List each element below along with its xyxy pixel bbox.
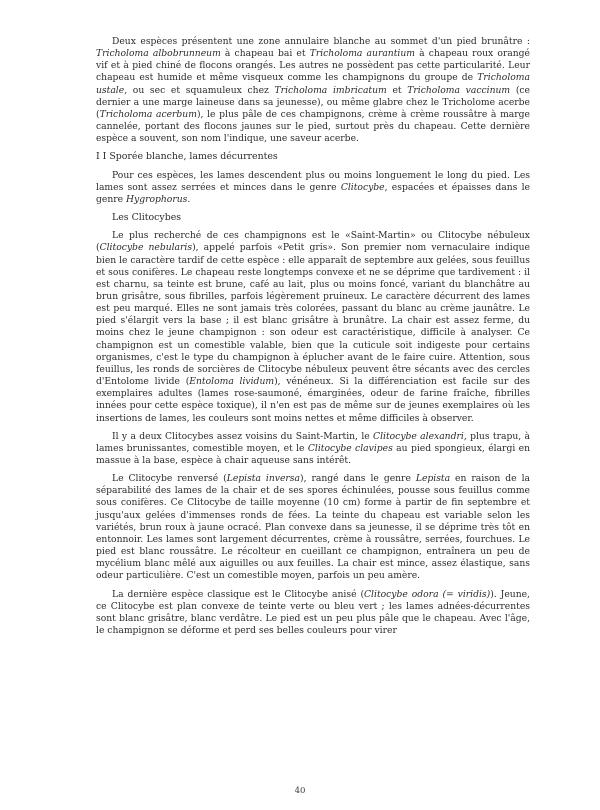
page-number: 40 — [294, 786, 306, 796]
paragraph — [96, 170, 530, 206]
species-name: Tricholoma albobrunneum — [96, 48, 221, 60]
text-run: au pied spongieux, élargi en massue à la base, espèce à chair aqueuse sans intérêt. — [96, 442, 531, 466]
text-run: Le plus recherché de ces champignons est le «Saint-Martin» ou Clitocybe nébuleux ( — [96, 230, 530, 254]
text-run: à chapeau bai et — [220, 48, 310, 60]
species-name: Clitocybe — [340, 181, 385, 193]
paragraph — [96, 36, 530, 145]
text-run: , ou sec et squamuleux chez — [124, 84, 275, 96]
species-name: Clitocybe nebularis — [99, 242, 193, 254]
text-run: , espacées et épaisses dans le genre — [96, 181, 530, 205]
species-name: Hygrophorus — [126, 193, 188, 205]
species-name: Tricholoma aurantium — [309, 48, 415, 60]
section-heading — [96, 212, 530, 224]
text-run: , plus trapu, à lames brunissantes, comestible moyen, et le — [96, 430, 530, 454]
species-name: Tricholoma acerbum — [99, 108, 197, 120]
text-run: Pour ces espèces, les lames descendent plus ou moins longuement le long du pied. Les lames sont assez serrées et minces dans le genre — [96, 169, 530, 193]
text-run: en raison de la séparabilité des lames de la chair et de ses spores échinulées, pousse sous feuillus comme sous conifères. Ce Clitocybe de taille moyenne (10 cm) forme à partir de fin septembre et jusqu'aux gelées d'immenses ronds de fées. La teinte du chapeau est variable selon les variétés, brun roux à jaune ocracé. Plan convexe dans sa jeunesse, il se déprime très tôt en entonnoir. Les lames sont largement décurrentes, crème à roussâtre, serrées, fourchues. Le pied est blanc roussâtre. Le récolteur en cueillant ce champignon, entraînera un peu de mycélium blanc mêlé aux aiguilles ou aux feuilles. La chair est mince, assez élastique, sans odeur particulière. C'est un comestible moyen, parfois un peu amère. — [96, 473, 530, 582]
text-run: (ce dernier a une marge laineuse dans sa jeunesse), ou même glabre chez le Tricholome acerbe ( — [96, 84, 530, 120]
text-run: Deux espèces présentent une zone annulaire blanche au sommet d'un pied brunâtre : — [112, 36, 530, 47]
species-name: Clitocybe alexandri — [373, 430, 464, 442]
text-run: ), le plus pâle de ces champignons, crème à crème roussâtre à marge cannelée, portant des flocons jaunes sur le pied, surtout près du chapeau. Cette dernière espèce a souvent, son nom l'indique, une saveur acerbe. — [96, 108, 530, 145]
species-name: Lepista — [415, 473, 451, 485]
text-column — [96, 36, 530, 637]
text-run: La dernière espèce classique est le Clitocybe anisé ( — [112, 588, 365, 600]
species-name: Tricholoma ustale — [96, 72, 530, 96]
species-name: Tricholoma vaccinum — [407, 84, 511, 96]
species-name: Tricholoma imbricatum — [274, 84, 387, 96]
page-body — [96, 36, 530, 637]
text-run: ), vénéneux. Si la différenciation est facile sur des exemplaires adultes (lames rose-saumoné, émarginées, odeur de farine fraîche, fibrilles innées pour cette espèce toxique), il n'en est pas de même sur de jeunes exemplaires où les insertions de lames, les couleurs sont moins nettes et même difficiles à observer. — [96, 376, 531, 424]
species-name: Lepista inversa — [226, 473, 300, 485]
species-name: Clitocybe odora (= viridis) — [364, 588, 491, 600]
section-heading — [96, 151, 530, 163]
text-run: I I Sporée blanche, lames décurrentes — [96, 151, 278, 163]
species-name: Entoloma lividum — [189, 376, 275, 388]
paragraph — [96, 473, 530, 582]
text-run: ), appelé parfois «Petit gris». Son premier nom vernaculaire indique bien le caractère tardif de cette espèce : elle apparaît de septembre aux gelées, sous feuillus et sous conifères. Le chapeau reste longtemps convexe et ne se déprime que tardivement : il est charnu, sa teinte est brune, café au lait, plus ou moins foncé, variant du blanchâtre au brun grisâtre, sous fibrilles, parfois légèrement pruineux. Le caractère décurrent des lames est peu marqué. Elles ne sont jamais très colorées, passant du blanc au crème jaunâtre. Le pied s'élargit vers la base ; il est blanc grisâtre à brunâtre. La chair est assez ferme, du moins chez le jeune champignon : son odeur est caractéristique, difficile à analyser. Ce champignon est un comestible valable, bien que la cuticule soit indigeste pour certains organismes, c'est le type du champignon à éplucher avant de le faire cuire. Attention, sous feuillus, les ronds de sorcières de Clitocybe nébuleux peuvent être sécants avec des cercles d'Entolome livide ( — [96, 242, 530, 388]
text-run: Le Clitocybe renversé ( — [112, 473, 227, 485]
paragraph — [96, 431, 530, 467]
text-run: ), rangé dans le genre — [300, 473, 416, 485]
paragraph — [96, 230, 530, 425]
text-run: et — [386, 84, 408, 96]
species-name: Clitocybe clavipes — [307, 442, 393, 454]
text-run: ). Jeune, ce Clitocybe est plan convexe de teinte verte ou bleu vert ; les lames adnées-décurrentes sont blanc grisâtre, blanc verdâtre. Le pied est un peu plus pâle que le chapeau. Avec l'âge, le champignon se déforme et perd ses belles couleurs pour virer — [96, 588, 530, 637]
text-run: à chapeau roux orangé vif et à pied chiné de flocons orangés. Les autres ne possèdent pas cette particularité. Leur chapeau est humide et même visqueux comme les champignons du groupe de — [96, 48, 530, 84]
text-run: . — [187, 193, 191, 205]
text-run: Il y a deux Clitocybes assez voisins du Saint-Martin, le — [112, 430, 374, 442]
paragraph — [96, 589, 530, 638]
text-run: Les Clitocybes — [112, 212, 182, 224]
